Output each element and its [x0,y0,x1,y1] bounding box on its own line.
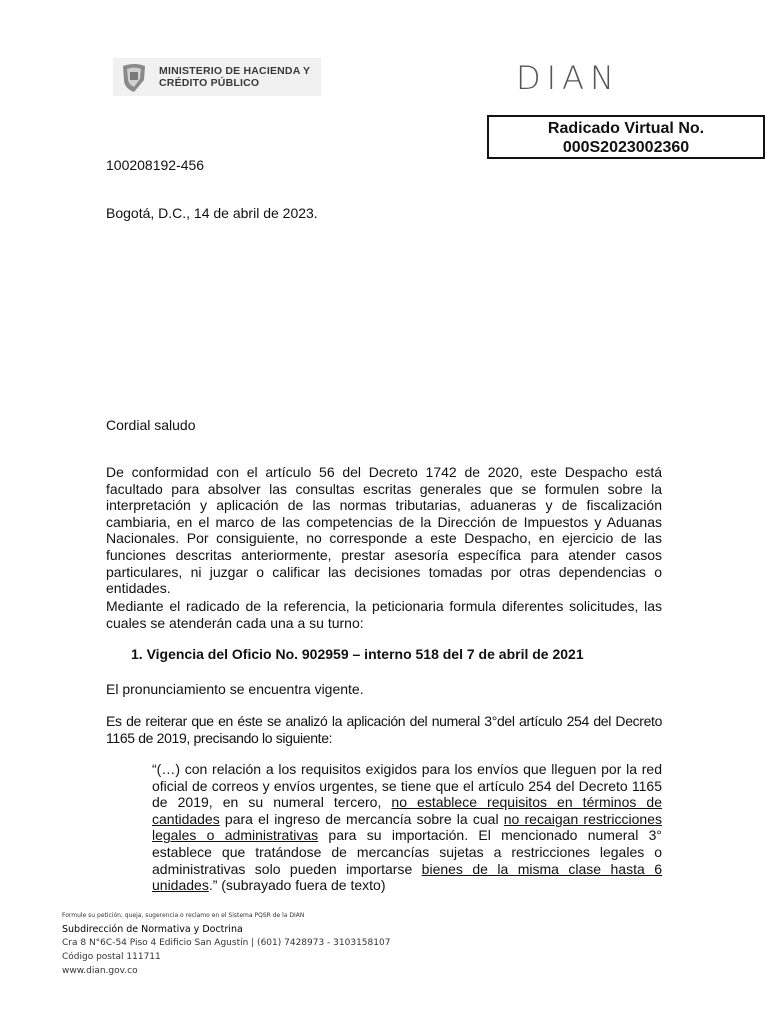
quote-text: .” (subrayado fuera de texto) [208,877,386,894]
ministry-name-line2: CRÉDITO PÚBLICO [159,77,260,89]
footer-office: Subdirección de Normativa y Doctrina [62,924,243,935]
radicado-label: Radicado Virtual No. [547,120,705,137]
quote-text: “(…) con relación a los requisitos exigidos para los envíos que lleguen por la red oficial de correos y envíos urgentes, se tiene que el artículo 254 del Decreto 1165 de 2019, en su numeral tercero, [152,761,662,811]
paragraph-status: El pronunciamiento se encuentra vigente. [106,681,364,697]
quote-text: para el ingreso de mercancía sobre la cual [219,810,504,827]
coat-of-arms-icon [117,60,151,94]
paragraph-competence: De conformidad con el artículo 56 del Decreto 1742 de 2020, este Despacho está facultado para absolver las consultas escritas generales que se formulen sobre la interpretación y aplicación de las normas tributarias, aduaneras y de fiscalización cambiaria, en el marco de las competencias de la Dirección de Impuestos y Aduanas Nacionales. Por consiguiente, no corresponde a este Despacho, en ejercicio de las funciones descritas anteriormente, prestar asesoría específica para atender casos particulares, ni juzgar o calificar las decisiones tomadas por otras dependencias o entidades. [106,464,662,597]
section-heading-1: 1. Vigencia del Oficio No. 902959 – interno 518 del 7 de abril de 2021 [131,646,584,662]
footer-pqsr-note: Formule su petición, queja, sugerencia o reclamo en el Sistema PQSR de la DIAN [62,912,305,919]
ministry-logo [113,58,321,96]
footer-postal-code: Código postal 111711 [62,952,161,962]
quote-underline: no establece requisitos en términos de cantidades [152,794,663,827]
paragraph-reiteration: Es de reiterar que en éste se analizó la aplicación del numeral 3°del artículo 254 del Decreto 1165 de 2019, precisando lo siguiente: [106,713,662,746]
quoted-excerpt [152,761,662,894]
ministry-name [159,65,310,89]
date-line: Bogotá, D.C., 14 de abril de 2023. [106,205,318,221]
greeting: Cordial saludo [106,417,196,433]
quote-underline: no recaigan restricciones legales o administrativas [152,810,662,844]
radicado-number: 000S2023002360 [562,139,690,156]
dian-logo-text: DIAN [516,62,620,92]
footer-website[interactable]: www.dian.gov.co [62,966,138,976]
dian-logo [516,62,628,92]
ministry-name-line1: MINISTERIO DE HACIENDA Y [159,65,311,77]
quote-text: para su importación. El mencionado numeral 3° establece que tratándose de mercancías sujetas a restricciones legales o administrativas solo pueden importarse [152,827,662,877]
paragraph-requests: Mediante el radicado de la referencia, la peticionaria formula diferentes solicitudes, las cuales se atenderán cada una a su turno: [106,598,662,631]
radicado-box [487,115,765,159]
reference-number: 100208192-456 [106,157,205,173]
footer-address: Cra 8 N°6C-54 Piso 4 Edificio San Agustín | (601) 7428973 - 3103158107 [62,938,391,948]
quote-underline: bienes de la misma clase hasta 6 unidades [152,860,662,894]
